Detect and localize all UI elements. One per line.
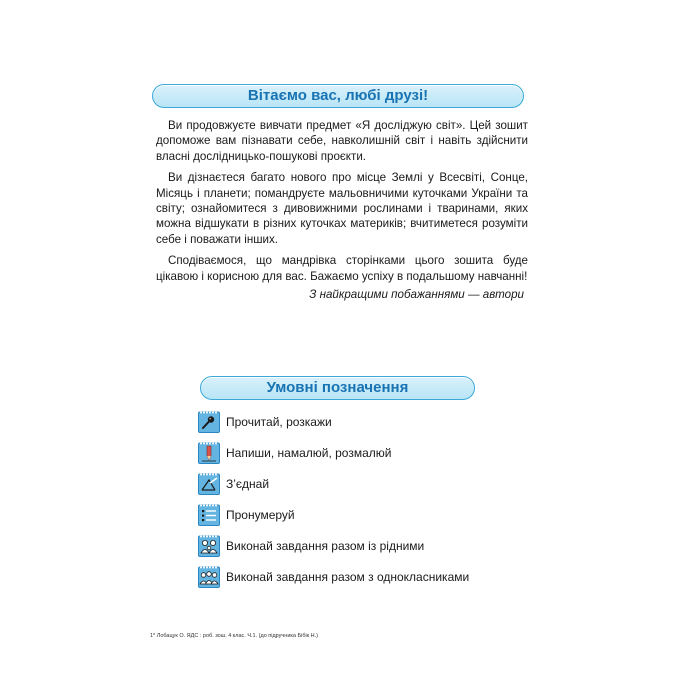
classmates-icon [198,566,220,588]
legend-item [198,472,508,496]
intro-paragraph: Ви дізнаєтеся багато нового про місце Землі у Всесвіті, Сонце, Місяць і планети; помандруєте мальовничими куточками України та світу; ознайомитеся з дивовижними рослинами і тваринами, яких можна відшукати в різних куточках материків; вчитиметеся розуміти себе і поважати інших. [156,171,528,246]
numbered-list-icon [198,504,220,526]
legend-item [198,565,508,589]
pencil-icon [198,442,220,464]
legend-banner [200,376,475,400]
legend-title: Умовні позначення [266,379,409,396]
greeting-banner [152,84,524,108]
legend-item [198,441,508,465]
family-icon [198,535,220,557]
legend-item-label: Пронумеруй [226,508,295,522]
legend-item [198,503,508,527]
legend-item-label: З’єднай [226,477,270,491]
legend-item [198,534,508,558]
microphone-icon [198,411,220,433]
legend-item-label: Виконай завдання разом з однокласниками [226,570,470,584]
legend-list [198,410,508,596]
authors-signature: З найкращими побажаннями — автори [309,288,524,301]
legend-item [198,410,508,434]
legend-item-label: Прочитай, розкажи [226,415,332,429]
footer-note: 1* Лобацук О. ЯДС : роб. зош. 4 клас. Ч.1. (до підручника Бібік Н.) [150,633,318,639]
intro-paragraph: Ви продовжуєте вивчати предмет «Я досліджую світ». Цей зошит допоможе вам пізнавати себе, навколишній світ і навіть здійснити власні дослідницько-пошукові проєкти. [156,119,528,163]
greeting-title: Вітаємо вас, любі друзі! [247,87,429,104]
connect-lines-icon [198,473,220,495]
intro-text [156,118,528,290]
legend-item-label: Виконай завдання разом із рідними [226,539,425,553]
intro-paragraph: Сподіваємося, що мандрівка сторінками цього зошита буде цікавою і корисною для вас. Бажаємо успіху в подальшому навчанні! [156,254,528,283]
legend-item-label: Напиши, намалюй, розмалюй [226,446,392,460]
